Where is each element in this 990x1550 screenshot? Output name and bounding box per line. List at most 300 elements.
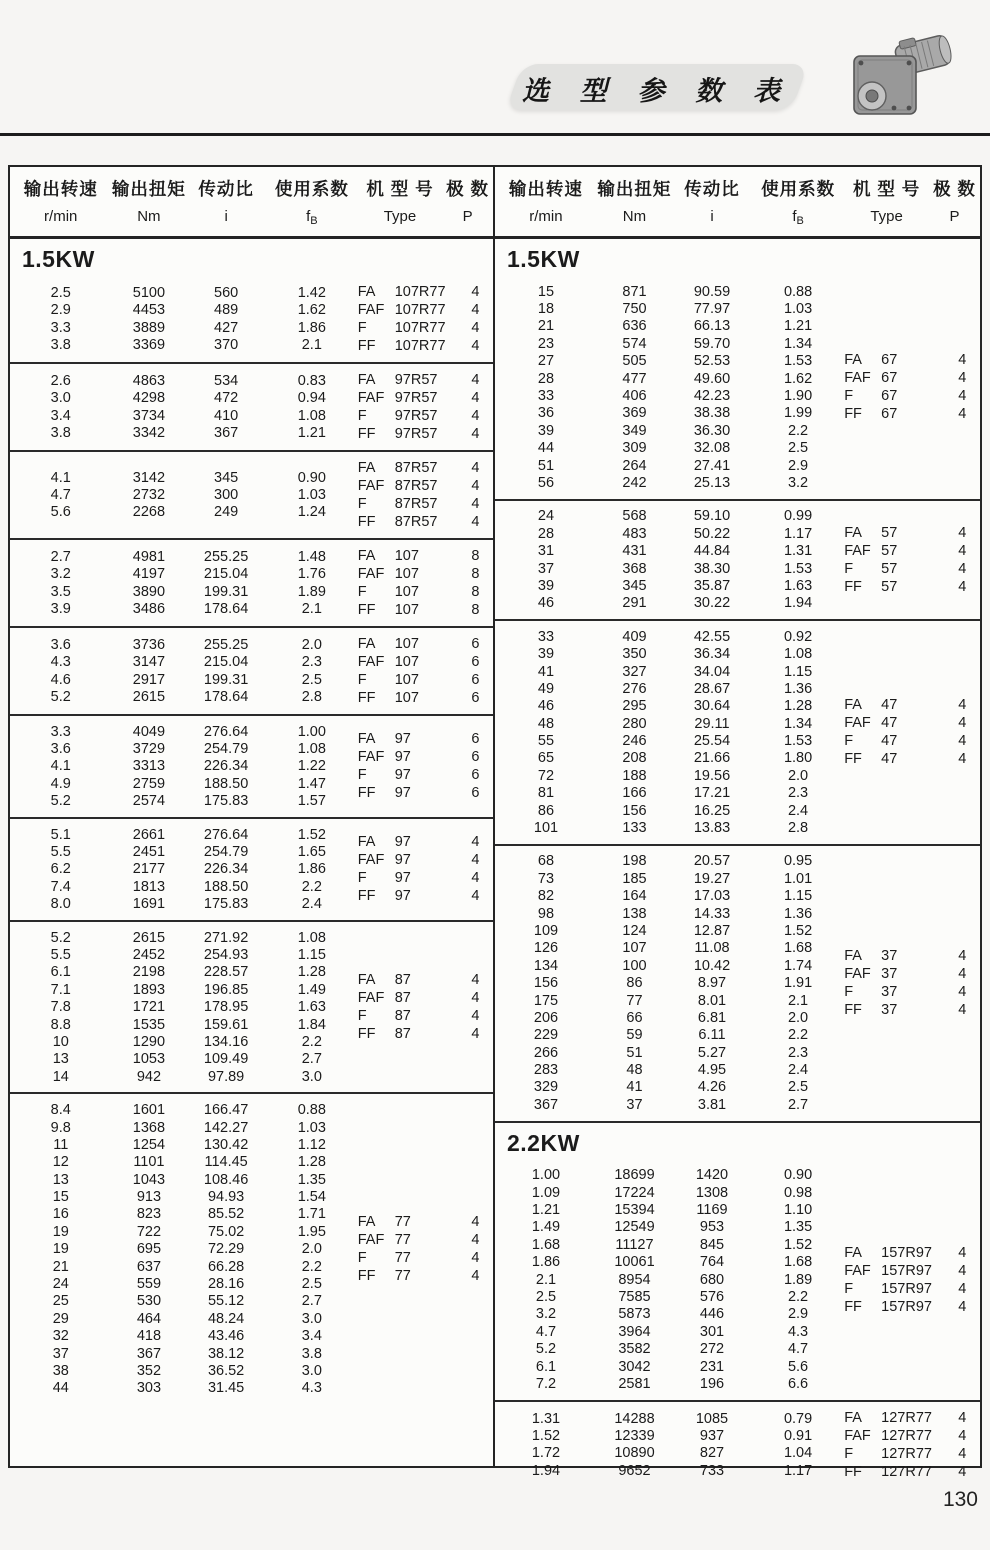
cell-torque: 2177	[132, 861, 166, 878]
selection-table-left	[10, 167, 495, 1466]
cell-torque: 18699	[614, 1167, 655, 1184]
type-prefix: FF	[844, 1002, 862, 1019]
type-row	[844, 1445, 980, 1463]
table-row	[10, 583, 358, 600]
cell-speed: 15	[537, 283, 555, 300]
cell-fb: 2.2	[301, 878, 322, 895]
cell-torque: 559	[136, 1276, 162, 1293]
table-row	[495, 1375, 844, 1392]
type-prefix: FF	[357, 888, 376, 905]
cell-poles: 6	[471, 690, 480, 706]
cell-speed: 5.2	[50, 689, 71, 706]
cell-fb: 1.99	[783, 405, 813, 422]
parameter-block	[10, 1092, 493, 1404]
cell-torque: 66	[626, 1009, 643, 1026]
cell-torque: 505	[622, 353, 647, 370]
parameter-block	[495, 619, 980, 844]
type-size: 107R77	[394, 284, 446, 300]
type-prefix: FF	[357, 338, 376, 354]
cell-ratio: 300	[214, 486, 239, 503]
type-size: 47	[881, 751, 898, 768]
cell-ratio: 215.04	[203, 566, 249, 583]
table-row	[10, 981, 358, 998]
cell-fb: 1.49	[297, 981, 326, 998]
cell-ratio: 178.64	[203, 601, 249, 618]
table-row	[10, 284, 358, 301]
cell-fb: 1.53	[783, 560, 813, 577]
cell-ratio: 534	[214, 372, 239, 389]
type-prefix: FF	[844, 751, 862, 768]
cell-ratio: 188.50	[203, 775, 249, 792]
cell-torque: 530	[136, 1293, 162, 1310]
table-row	[10, 929, 358, 946]
type-row	[844, 750, 980, 768]
cell-ratio: 35.87	[693, 577, 731, 594]
table-row	[10, 758, 358, 775]
cell-fb: 6.6	[787, 1375, 809, 1392]
table-row	[10, 1033, 358, 1050]
data-rows	[495, 1167, 844, 1393]
table-row	[495, 300, 844, 317]
cell-fb: 1.28	[297, 964, 326, 981]
cell-fb: 1.91	[783, 975, 813, 992]
cell-ratio: 1169	[696, 1202, 728, 1219]
cell-ratio: 255.25	[203, 636, 249, 653]
unit-poles: P	[949, 208, 960, 225]
cell-fb: 1.54	[297, 1189, 326, 1206]
type-row	[844, 578, 980, 596]
cell-ratio: 764	[699, 1254, 725, 1271]
cell-poles: 4	[471, 870, 480, 887]
cell-poles: 4	[958, 1262, 967, 1279]
cell-torque: 5873	[618, 1306, 651, 1323]
type-size: 37	[881, 966, 898, 983]
table-row	[10, 1345, 358, 1362]
cell-fb: 2.4	[787, 1062, 809, 1079]
parameter-block	[495, 276, 980, 499]
table-row	[495, 405, 844, 422]
cell-fb: 1.24	[297, 504, 326, 521]
type-size: 97	[394, 852, 411, 869]
cell-torque: 406	[622, 388, 647, 405]
cell-torque: 5100	[132, 284, 166, 301]
cell-speed: 39	[537, 646, 555, 663]
table-row	[10, 1380, 358, 1397]
cell-ratio: 34.04	[693, 663, 731, 680]
cell-speed: 1.21	[531, 1202, 561, 1219]
cell-ratio: 48.24	[207, 1310, 245, 1327]
cell-fb: 1.03	[297, 1119, 326, 1136]
cell-torque: 871	[622, 283, 647, 300]
cell-torque: 3582	[618, 1341, 651, 1358]
type-rows	[358, 635, 493, 707]
table-row	[495, 353, 844, 370]
table-row	[495, 525, 844, 542]
type-rows	[358, 1213, 493, 1285]
table-row	[495, 1462, 844, 1479]
table-row	[495, 283, 844, 300]
cell-torque: 303	[136, 1380, 162, 1397]
cell-ratio: 72.29	[207, 1241, 245, 1258]
type-row	[358, 513, 493, 531]
type-size: 97R57	[394, 426, 438, 442]
cell-ratio: 50.22	[693, 525, 731, 542]
cell-speed: 55	[537, 733, 555, 750]
cell-speed: 2.9	[50, 302, 71, 319]
cell-poles: 4	[471, 338, 480, 354]
cell-fb: 1.52	[783, 922, 813, 939]
cell-ratio: 43.46	[207, 1328, 245, 1345]
cell-poles: 6	[471, 749, 480, 766]
cell-ratio: 827	[699, 1445, 725, 1462]
cell-speed: 13	[52, 1171, 69, 1188]
cell-speed: 37	[52, 1345, 69, 1362]
cell-poles: 4	[958, 578, 967, 595]
cell-fb: 3.8	[301, 1345, 322, 1362]
cell-fb: 2.5	[787, 1079, 809, 1096]
type-row	[844, 714, 980, 732]
cell-speed: 4.1	[50, 469, 71, 486]
cell-poles: 4	[471, 990, 480, 1007]
cell-ratio: 446	[699, 1306, 725, 1323]
cell-fb: 1.15	[783, 888, 813, 905]
type-size: 107	[394, 584, 419, 600]
column-header-torque: 输出扭矩	[111, 179, 186, 199]
cell-fb: 1.01	[783, 870, 813, 887]
cell-torque: 1053	[132, 1051, 166, 1068]
cell-fb: 3.0	[301, 1362, 322, 1379]
cell-fb: 1.36	[783, 680, 813, 697]
cell-poles: 4	[958, 1244, 967, 1261]
table-row	[495, 1044, 844, 1061]
cell-poles: 6	[471, 785, 480, 802]
cell-fb: 1.21	[783, 318, 813, 335]
cell-speed: 6.1	[50, 964, 71, 981]
cell-fb: 2.5	[301, 671, 322, 688]
cell-ratio: 109.49	[203, 1051, 249, 1068]
type-row	[844, 387, 980, 405]
cell-fb: 1.53	[783, 733, 813, 750]
cell-poles: 4	[958, 697, 967, 714]
cell-speed: 3.5	[50, 583, 71, 600]
type-size: 67	[881, 370, 898, 387]
type-row	[844, 947, 980, 965]
cell-poles: 4	[958, 966, 967, 983]
cell-torque: 156	[622, 802, 647, 819]
parameter-block	[495, 1400, 980, 1488]
cell-torque: 431	[622, 543, 647, 560]
type-rows	[358, 971, 493, 1043]
cell-poles: 4	[471, 1026, 480, 1043]
cell-torque: 1691	[132, 896, 166, 913]
cell-ratio: 77.97	[693, 301, 731, 318]
table-row	[495, 1236, 844, 1253]
type-prefix: F	[357, 408, 367, 424]
cell-ratio: 42.55	[693, 628, 731, 645]
type-row	[844, 1463, 980, 1481]
cell-torque: 77	[626, 992, 643, 1009]
type-size: 57	[881, 524, 898, 541]
table-row	[10, 671, 358, 688]
cell-torque: 1254	[132, 1136, 166, 1153]
type-size: 97	[394, 870, 411, 887]
type-prefix: FAF	[357, 302, 385, 318]
parameter-block	[10, 920, 493, 1093]
cell-speed: 4.3	[50, 654, 71, 671]
cell-fb: 1.17	[783, 1462, 813, 1479]
cell-fb: 1.63	[297, 999, 326, 1016]
table-row	[10, 878, 358, 895]
cell-speed: 44	[537, 440, 555, 457]
cell-torque: 3890	[132, 583, 166, 600]
header-row-cn	[10, 176, 493, 201]
cell-ratio: 231	[699, 1358, 725, 1375]
cell-speed: 10	[52, 1033, 69, 1050]
cell-fb: 3.0	[301, 1068, 322, 1085]
cell-fb: 1.03	[297, 486, 326, 503]
cell-torque: 1721	[132, 999, 166, 1016]
cell-torque: 3042	[618, 1358, 651, 1375]
cell-ratio: 130.42	[203, 1136, 249, 1153]
cell-torque: 3889	[132, 319, 166, 336]
header-row-cn	[495, 176, 980, 201]
unit-service-factor: $f_B$	[792, 208, 804, 227]
cell-fb: 1.00	[297, 723, 326, 740]
type-rows	[844, 524, 980, 596]
parameter-block	[495, 1160, 980, 1400]
type-row	[358, 459, 493, 477]
cell-torque: 37	[626, 1096, 643, 1113]
cell-ratio: 937	[699, 1427, 725, 1444]
cell-fb: 2.2	[787, 1027, 809, 1044]
type-prefix: F	[844, 388, 854, 405]
table-row	[10, 843, 358, 860]
type-size: 107	[394, 548, 419, 564]
column-header-poles: 极 数	[933, 179, 976, 199]
type-size: 87R57	[394, 496, 438, 512]
cell-poles: 4	[958, 388, 967, 405]
cell-ratio: 90.59	[693, 283, 731, 300]
data-rows	[495, 283, 844, 492]
cell-torque: 2198	[132, 964, 166, 981]
type-prefix: FA	[357, 972, 376, 989]
type-row	[358, 601, 493, 619]
cell-torque: 3313	[132, 758, 166, 775]
cell-poles: 4	[471, 834, 480, 851]
type-prefix: F	[357, 1250, 367, 1267]
unit-poles: P	[462, 208, 473, 225]
type-row	[358, 689, 493, 707]
type-row	[358, 1267, 493, 1285]
cell-speed: 4.9	[50, 775, 71, 792]
cell-poles: 6	[471, 636, 480, 652]
cell-ratio: 427	[214, 319, 239, 336]
cell-poles: 6	[471, 767, 480, 784]
type-row	[844, 542, 980, 560]
parameter-block	[10, 362, 493, 450]
cell-fb: 0.99	[783, 508, 813, 525]
cell-ratio: 953	[699, 1219, 725, 1236]
cell-poles: 4	[471, 1008, 480, 1025]
cell-speed: 73	[537, 870, 555, 887]
cell-speed: 28	[537, 370, 555, 387]
cell-torque: 695	[136, 1241, 162, 1258]
data-rows	[495, 508, 844, 612]
cell-speed: 7.1	[50, 981, 71, 998]
cell-speed: 49	[537, 680, 555, 697]
cell-fb: 2.8	[301, 689, 322, 706]
cell-torque: 369	[622, 405, 647, 422]
type-size: 37	[881, 984, 898, 1001]
type-row	[358, 869, 493, 887]
column-header-type: 机 型 号	[366, 179, 434, 199]
table-row	[495, 1288, 844, 1305]
cell-ratio: 29.11	[694, 715, 730, 732]
table-header	[10, 167, 493, 239]
cell-poles: 4	[958, 524, 967, 541]
table-row	[495, 992, 844, 1009]
type-row	[358, 425, 493, 443]
cell-torque: 3369	[132, 337, 166, 354]
table-row	[495, 698, 844, 715]
cell-ratio: 32.08	[693, 440, 731, 457]
cell-speed: 4.7	[50, 486, 71, 503]
table-row	[10, 424, 358, 441]
type-prefix: FA	[357, 834, 376, 851]
cell-speed: 6.2	[50, 861, 71, 878]
cell-ratio: 38.38	[693, 405, 731, 422]
column-header-service-factor: 使用系数	[761, 179, 836, 199]
cell-ratio: 301	[699, 1323, 725, 1340]
cell-poles: 4	[958, 1280, 967, 1297]
cell-ratio: 16.25	[693, 802, 731, 819]
cell-fb: 0.88	[297, 1102, 326, 1119]
type-row	[358, 389, 493, 407]
type-rows	[358, 833, 493, 905]
cell-fb: 2.2	[787, 1289, 809, 1305]
cell-poles: 4	[471, 514, 480, 530]
type-size: 57	[881, 542, 898, 559]
cell-speed: 3.8	[50, 425, 71, 442]
cell-fb: 2.1	[301, 601, 322, 618]
cell-speed: 3.8	[50, 337, 71, 354]
cell-poles: 6	[471, 654, 480, 670]
cell-torque: 574	[622, 335, 647, 352]
cell-torque: 2661	[132, 826, 166, 843]
cell-ratio: 4.95	[697, 1062, 727, 1079]
cell-torque: 2759	[132, 775, 166, 792]
cell-poles: 4	[958, 370, 967, 387]
data-rows	[10, 1101, 358, 1397]
table-row	[495, 1201, 844, 1218]
cell-torque: 750	[622, 301, 647, 318]
cell-speed: 19	[52, 1241, 69, 1258]
cell-ratio: 85.52	[207, 1206, 245, 1223]
table-row	[495, 819, 844, 836]
type-prefix: FF	[844, 1463, 862, 1480]
type-row	[844, 696, 980, 714]
cell-ratio: 38.30	[693, 560, 731, 577]
type-size: 77	[394, 1268, 411, 1285]
cell-torque: 166	[622, 785, 647, 802]
cell-speed: 37	[537, 560, 555, 577]
unit-speed: r/min	[529, 208, 563, 225]
cell-torque: 3964	[618, 1323, 651, 1340]
table-row	[10, 946, 358, 963]
cell-ratio: 367	[214, 425, 239, 442]
cell-torque: 48	[626, 1062, 643, 1079]
cell-fb: 1.80	[783, 750, 813, 767]
cell-fb: 1.65	[297, 844, 326, 861]
type-prefix: FAF	[357, 1232, 385, 1249]
type-prefix: F	[357, 320, 367, 336]
cell-fb: 1.89	[297, 583, 326, 600]
cell-speed: 3.6	[50, 636, 71, 653]
type-prefix: FF	[844, 1298, 862, 1315]
cell-ratio: 66.28	[207, 1258, 245, 1275]
table-row	[10, 469, 358, 486]
cell-ratio: 108.46	[203, 1171, 249, 1188]
table-row	[495, 508, 844, 525]
table-row	[10, 504, 358, 521]
type-prefix: F	[844, 1280, 854, 1297]
cell-ratio: 845	[699, 1236, 725, 1253]
cell-fb: 4.3	[301, 1380, 322, 1397]
unit-ratio: i	[710, 208, 714, 225]
type-size: 97	[394, 888, 411, 905]
type-prefix: FA	[844, 697, 862, 714]
table-row	[495, 457, 844, 474]
cell-torque: 4049	[132, 723, 166, 740]
cell-fb: 1.15	[783, 663, 813, 680]
data-rows	[10, 372, 358, 442]
type-prefix: FF	[844, 406, 862, 423]
type-size: 107	[394, 636, 419, 652]
type-size: 87	[394, 1008, 411, 1025]
cell-poles: 4	[958, 352, 967, 369]
type-size: 127R77	[881, 1445, 932, 1462]
type-size: 77	[394, 1250, 411, 1267]
type-size: 157R97	[881, 1298, 932, 1315]
type-size: 107R77	[394, 320, 446, 336]
cell-speed: 7.8	[50, 999, 71, 1016]
cell-speed: 283	[533, 1062, 559, 1079]
cell-speed: 126	[533, 940, 559, 957]
cell-fb: 1.08	[297, 929, 326, 946]
type-row	[358, 989, 493, 1007]
cell-ratio: 3.81	[697, 1096, 727, 1113]
table-row	[10, 740, 358, 757]
cell-ratio: 6.11	[698, 1027, 726, 1044]
type-row	[358, 407, 493, 425]
cell-speed: 14	[52, 1068, 69, 1085]
cell-torque: 1101	[133, 1154, 165, 1171]
cell-torque: 14288	[614, 1410, 655, 1427]
cell-speed: 82	[537, 888, 555, 905]
cell-torque: 12549	[614, 1219, 655, 1236]
cell-ratio: 228.57	[203, 964, 249, 981]
cell-speed: 329	[533, 1079, 559, 1096]
cell-ratio: 8.01	[697, 992, 727, 1009]
cell-speed: 11	[53, 1136, 69, 1153]
cell-poles: 4	[958, 948, 967, 965]
table-row	[495, 663, 844, 680]
cell-speed: 72	[537, 767, 555, 784]
section-title: 2.2KW	[495, 1121, 980, 1160]
table-row	[495, 542, 844, 559]
type-prefix: FAF	[844, 1262, 871, 1279]
cell-ratio: 249	[214, 504, 239, 521]
